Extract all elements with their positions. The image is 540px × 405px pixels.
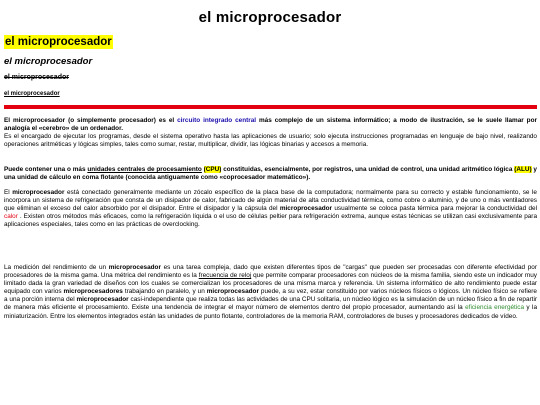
cooling-text-d: . Existen otros métodos más eficaces, como la refrigeración líquida o el uso de células peltier para refrigeración extrema, aunque estas técnicas se utilizan casi exclusivamente para aplicaciones especiales, tales como en las prácticas de overclocking. — [4, 213, 537, 229]
perf-underlined: frecuencia de reloj — [198, 272, 252, 280]
cpu-text-c: y una unidad de cálculo en coma flotante (conocida antiguamente como «coprocesador matemático»). — [4, 166, 537, 182]
paragraph-cpu — [4, 166, 537, 182]
heading-3: el microprocesador — [4, 74, 69, 81]
perf-text-e: puede, a su vez, estar constituido por varios núcleos físicos o lógicos. Un núcleo físico se refiere a una porción interna del — [4, 288, 537, 304]
link-calor[interactable]: calor — [4, 213, 18, 221]
link-eficiencia[interactable]: eficiencia energética — [465, 304, 525, 312]
alu-highlight: (ALU) — [514, 166, 532, 173]
cpu-text-a: Puede contener una o más — [4, 166, 88, 173]
perf-text-g: y la miniaturización. Entre los elementos integrados están las unidades de punto flotante, controladores de la memoria RAM, controladores de buses y procesadores dedicados de vídeo. — [4, 304, 538, 320]
cpu-underlined: unidades centrales de procesamiento — [87, 166, 202, 173]
heading-2: el microprocesador — [4, 56, 93, 67]
perf-bold-1: microprocesador — [108, 264, 161, 271]
cooling-text-c: usualmente se coloca pasta térmica para mejorar la conductividad del — [332, 205, 537, 213]
paragraph-intro — [4, 117, 537, 149]
page-title: el microprocesador — [198, 9, 342, 26]
cooling-bold-1: microprocesador — [12, 189, 65, 196]
perf-text-b: es una tarea compleja, dado que existen diferentes tipos de "cargas" que pueden ser procesadas con diferente efectividad por procesadores de la misma gama. Una métrica del rendimiento es la — [4, 264, 537, 280]
perf-bold-2: microprocesadores — [63, 288, 123, 296]
cpu-text-b: constituidas, esencialmente, por registros, una unidad de control, una unidad aritmético lógica — [221, 166, 515, 173]
paragraph-cooling — [4, 189, 537, 229]
red-divider — [4, 105, 537, 109]
paragraph-performance — [4, 264, 537, 321]
heading-4: el microprocesador — [4, 91, 60, 97]
cooling-text-b: está conectado generalmente mediante un zócalo específico de la placa base de la computadora; normalmente para su correcto y estable funcionamiento, se le incorpora un sistema de refrigeración que consta de un disipador de calor, fabricado de algún material de alta conductividad térmica, como cobre o aluminio, y de uno o más ventiladores que eliminan el exceso del calor absorbido por el disipador. Entre el disipador y la cápsula del — [4, 189, 537, 213]
intro-bold-a: El microprocesador (o simplemente procesador) es el — [4, 117, 178, 124]
cooling-bold-2: microprocesador — [279, 205, 333, 213]
cooling-text-a: El — [4, 189, 13, 196]
heading-1: el microprocesador — [5, 36, 112, 48]
perf-text-f: casi-independiente que realiza todas las actividades de una CPU solitaria, un núcleo lógico es la simulación de un núcleo físico a fin de repartir de manera más eficiente el procesamiento. Existe una tendencia de integrar el mayor número de elementos dentro del propio procesador, aumentando así la — [4, 296, 537, 312]
perf-text-d: trabajando en paralelo, y un — [122, 288, 207, 296]
perf-text-c: que permite comparar procesadores con núcleos de la misma familia, siendo este un indicador muy limitado dada la gran variedad de diseños con los cuales se comercializan los procesadores de una misma marca y referencia. Un sistema informático de alto rendimiento puede estar equipado con varios — [4, 272, 537, 296]
cpu-highlight: (CPU) — [203, 166, 222, 173]
link-circuito-integrado[interactable]: circuito integrado central — [177, 117, 257, 124]
intro-text: Es el encargado de ejecutar los programas, desde el sistema operativo hasta las aplicaciones de usuario; solo ejecuta instrucciones programadas en lenguaje de bajo nivel, realizando operaciones aritméticas y lógicas simples, tales como sumar, restar, multiplicar, dividir, las lógicas binarias y accesos a memoria. — [4, 133, 537, 149]
perf-bold-4: microprocesador — [76, 296, 129, 304]
intro-bold-b: más complejo de un sistema informático; a modo de ilustración, se le suele llamar por analogía el «cerebro» de un ordenador. — [4, 117, 537, 133]
perf-text-a: La medición del rendimiento de un — [4, 264, 109, 271]
perf-bold-3: microprocesador — [206, 288, 259, 296]
